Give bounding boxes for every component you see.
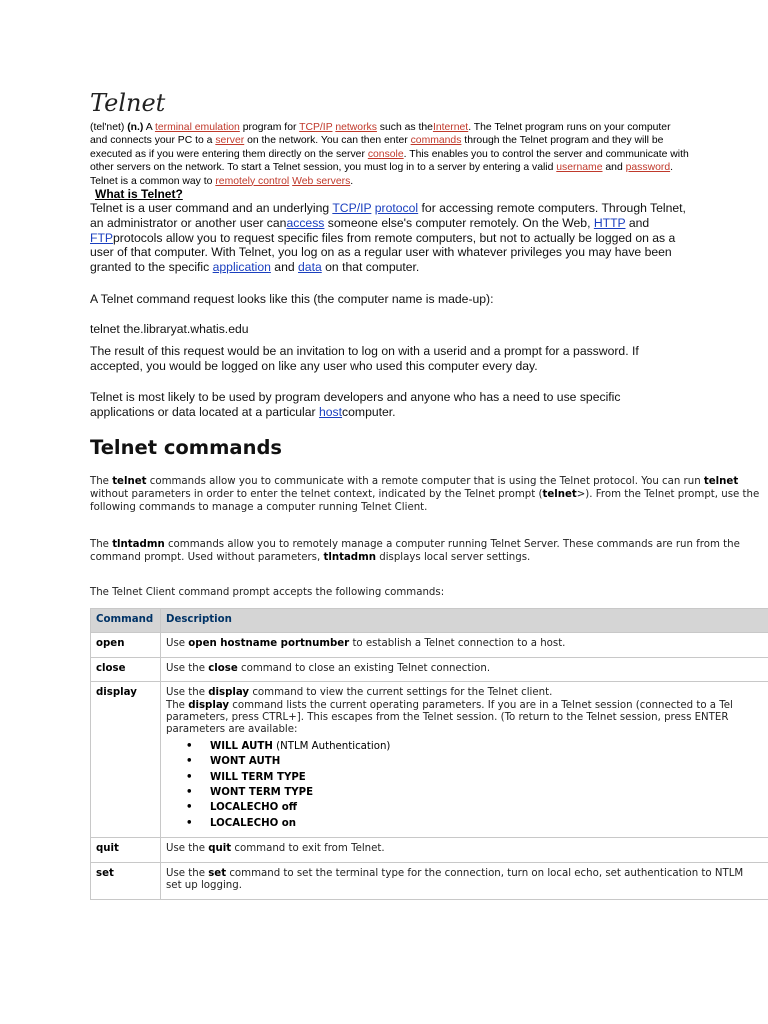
link-access[interactable]: access xyxy=(286,215,325,230)
description-line: parameters, press CTRL+]. This escapes from the Telnet session. (To return to the Telnet session, press ENTER xyxy=(166,712,729,724)
text: Use the xyxy=(166,867,209,879)
text: commands allow you to communicate with a remote computer that is using the Telnet protocol. You can run xyxy=(146,476,704,487)
text: and xyxy=(270,260,299,275)
list-item xyxy=(186,785,768,800)
text: . The Telnet program runs on your computer and connects your PC to a xyxy=(90,122,671,147)
text: . This enables you to control the server and communicate with other servers on the network. To start a Telnet session, you must log in to a server by entering a valid xyxy=(90,148,689,174)
intro-paragraph xyxy=(90,121,690,188)
text: Use the xyxy=(166,662,209,674)
text: such as the xyxy=(376,122,433,133)
link-internet[interactable]: Internet xyxy=(432,122,469,133)
column-header-description: Description xyxy=(161,609,768,633)
result-paragraph: The result of this request would be an invitation to log on with a userid and a prompt for a password. If accepted, you would be logged on like any user who used this computer every day. xyxy=(90,344,639,373)
text: The xyxy=(166,699,189,711)
column-header-command: Command xyxy=(91,609,161,633)
keyword: close xyxy=(208,662,238,674)
description-cell xyxy=(161,682,768,838)
option-name: LOCALECHO off xyxy=(210,802,298,814)
option-name: WILL TERM TYPE xyxy=(210,771,306,783)
link-application[interactable]: application xyxy=(212,260,271,275)
text: commands allow you to remotely manage a computer running Telnet Server. These commands are run from the command prompt. Used without parameters, xyxy=(90,539,740,563)
text: Use xyxy=(166,638,189,650)
table-row xyxy=(91,633,768,657)
page-title: Telnet xyxy=(90,89,166,117)
link-tcp-ip[interactable]: TCP/IP xyxy=(332,201,372,215)
link-password[interactable]: password xyxy=(625,162,671,174)
text: to establish a Telnet connection to a host. xyxy=(349,638,566,650)
description-cell xyxy=(161,633,768,657)
text: command to set the terminal type for the connection, turn on local echo, set authentication to NTLM xyxy=(226,867,744,879)
list-item xyxy=(186,816,768,831)
list-item xyxy=(186,754,768,769)
description-line xyxy=(166,868,768,880)
link-username[interactable]: username xyxy=(556,162,603,174)
tlntadmn-paragraph xyxy=(90,539,768,565)
table-row xyxy=(91,657,768,681)
description-cell xyxy=(161,657,768,681)
text: The xyxy=(90,539,113,550)
text: displays local server settings. xyxy=(375,551,531,563)
keyword: telnet xyxy=(703,476,739,487)
keyword: tlntadmn xyxy=(112,539,165,550)
keyword: display xyxy=(188,699,230,711)
keyword: quit xyxy=(208,843,232,855)
link-http[interactable]: HTTP xyxy=(593,215,626,230)
text: someone else's computer remotely. On the Web, xyxy=(324,215,594,230)
keyword: set xyxy=(208,867,227,879)
list-item xyxy=(186,739,768,754)
keyword: open hostname portnumber xyxy=(188,638,350,650)
link-protocol[interactable]: protocol xyxy=(374,201,419,215)
text: Telnet is a user command and an underlying xyxy=(90,201,333,215)
text: program for xyxy=(239,122,300,133)
text: command to close an existing Telnet connection. xyxy=(237,662,491,674)
option-name: WONT TERM TYPE xyxy=(210,787,314,799)
link-ftp[interactable]: FTP xyxy=(90,230,114,245)
command-cell: quit xyxy=(91,838,161,862)
text: Use the xyxy=(166,687,209,699)
link-commands[interactable]: commands xyxy=(410,135,462,147)
description-line xyxy=(166,687,768,699)
table-header-row xyxy=(91,609,768,633)
command-cell: set xyxy=(91,862,161,899)
option-name: WILL AUTH xyxy=(210,740,273,752)
keyword: telnet xyxy=(112,476,147,487)
text: Telnet is most likely to be used by program developers and anyone who has a need to use specific applications or data located at a particular xyxy=(90,390,621,419)
option-name: LOCALECHO on xyxy=(210,817,297,829)
description-line: parameters are available: xyxy=(166,724,298,736)
link-data[interactable]: data xyxy=(298,260,322,275)
text: Use the xyxy=(166,843,209,855)
usage-paragraph xyxy=(90,390,670,420)
text: protocols allow you to request specific files from remote computers, but not to actually be logged on as a user of that computer. With Telnet, you log on as a regular user with whatever privileges you may have been granted to the specific xyxy=(90,230,676,275)
keyword: display xyxy=(208,687,250,699)
link-remotely-control[interactable]: remotely control xyxy=(215,175,290,187)
pronunciation: (tel'net) xyxy=(90,122,128,133)
commands-heading: Telnet commands xyxy=(90,436,283,459)
link-web-servers[interactable]: Web servers xyxy=(292,175,351,187)
text: for accessing remote computers. Through Telnet, an administrator or another user can xyxy=(90,201,686,230)
description-line xyxy=(166,700,768,712)
text: command to view the current settings for the Telnet client. xyxy=(249,687,553,699)
link-console[interactable]: console xyxy=(367,148,404,160)
text: . Telnet is a common way to xyxy=(90,162,673,187)
link-host[interactable]: host xyxy=(319,404,343,419)
list-item xyxy=(186,770,768,785)
what-is-telnet-heading: What is Telnet? xyxy=(95,187,183,201)
text: A xyxy=(143,122,155,133)
link-networks[interactable]: networks xyxy=(335,122,377,133)
description-cell xyxy=(161,862,768,899)
link-terminal-emulation[interactable]: terminal emulation xyxy=(154,122,240,133)
commands-table xyxy=(90,608,768,900)
text: The xyxy=(90,476,113,487)
definition-paragraph xyxy=(90,201,690,275)
link-tcp-ip[interactable]: TCP/IP xyxy=(299,122,333,133)
table-row xyxy=(91,838,768,862)
text: computer. xyxy=(342,404,396,419)
text: command to exit from Telnet. xyxy=(231,843,385,855)
table-row xyxy=(91,682,768,838)
link-server[interactable]: server xyxy=(215,135,245,147)
keyword: tlntadmn xyxy=(323,551,376,563)
list-item xyxy=(186,800,768,815)
option-name: WONT AUTH xyxy=(210,756,281,768)
description-cell xyxy=(161,838,768,862)
text: and xyxy=(602,162,626,174)
description-line: set up logging. xyxy=(166,880,242,892)
text: and xyxy=(625,215,650,230)
client-prompt-paragraph: The Telnet Client command prompt accepts the following commands: xyxy=(90,587,445,598)
command-example: telnet the.libraryat.whatis.edu xyxy=(90,322,249,336)
command-cell: close xyxy=(91,657,161,681)
display-options-list xyxy=(166,739,768,831)
text: on the network. You can then enter xyxy=(244,135,411,147)
command-cell: display xyxy=(91,682,161,838)
part-of-speech: (n.) xyxy=(127,122,144,133)
table-row xyxy=(91,862,768,899)
text: through the Telnet program and they will be executed as if you were entering them directly on the server xyxy=(90,135,664,160)
text: command lists the current operating parameters. If you are in a Telnet session (connected to a Tel xyxy=(229,699,733,711)
text: without parameters in order to enter the telnet context, indicated by the Telnet prompt ( xyxy=(90,488,543,500)
text: . xyxy=(350,175,354,187)
text: >). From the Telnet prompt, use the following commands to manage a computer running Telnet Client. xyxy=(90,488,760,513)
command-cell: open xyxy=(91,633,161,657)
option-note: (NTLM Authentication) xyxy=(272,740,391,752)
telnet-commands-paragraph xyxy=(90,476,768,514)
request-sentence: A Telnet command request looks like this (the computer name is made-up): xyxy=(90,292,494,306)
keyword: telnet xyxy=(542,488,577,500)
text: on that computer. xyxy=(321,260,420,275)
